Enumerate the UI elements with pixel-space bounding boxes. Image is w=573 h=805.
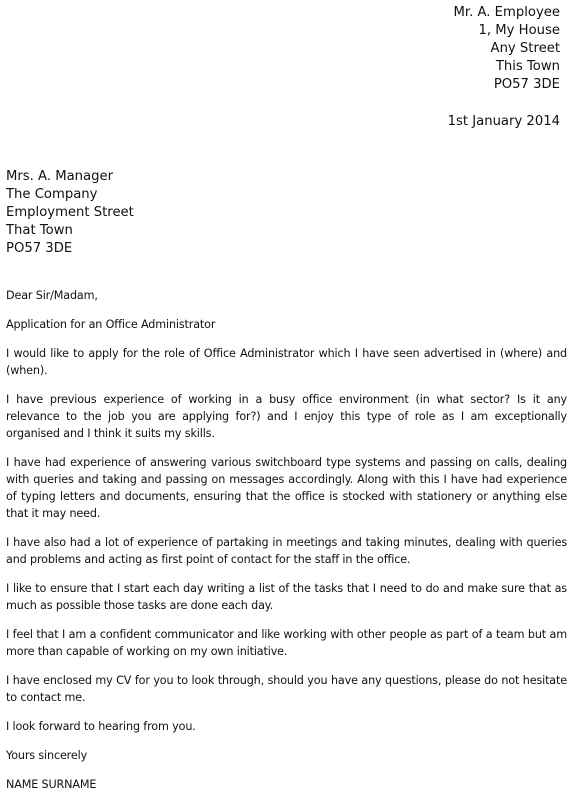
paragraph-organisation: I like to ensure that I start each day writing a list of the tasks that I need to do and make sure that as much as possible those tasks are done each day. [6, 582, 567, 612]
recipient-address-block [6, 168, 134, 258]
letter-date: 1st January 2014 [447, 114, 560, 129]
paragraph-closing-remark: I look forward to hearing from you. [6, 720, 196, 733]
closing: Yours sincerely [6, 749, 88, 762]
sender-address-line2: Any Street [490, 41, 560, 56]
paragraph-meetings: I have also had a lot of experience of partaking in meetings and taking minutes, dealing with queries and problems and acting as first point of contact for the staff in the office. [6, 536, 567, 566]
recipient-town: That Town [6, 223, 73, 238]
paragraph-communication: I feel that I am a confident communicator and like working with other people as part of a team but am more than capable of working on my own initiative. [6, 628, 567, 658]
paragraph-switchboard: I have had experience of answering various switchboard type systems and passing on calls, dealing with queries and taking and passing on messages accordingly. Along with this I have had experience of typing letters and documents, ensuring that the office is stocked with stationery or anything else that it may need. [6, 456, 567, 520]
sender-town: This Town [495, 59, 560, 74]
salutation: Dear Sir/Madam, [6, 289, 98, 302]
sender-address-line1: 1, My House [478, 23, 560, 38]
paragraph-cv: I have enclosed my CV for you to look through, should you have any questions, please do not hesitate to contact me. [6, 674, 567, 704]
sender-postcode: PO57 3DE [493, 77, 560, 92]
sender-address-block [454, 4, 560, 94]
paragraph-experience: I have previous experience of working in a busy office environment (in what sector? Is it any relevance to the job you are applying for?) and I enjoy this type of role as I am exceptionally organised and I think it suits my skills. [6, 393, 567, 440]
recipient-company: The Company [6, 187, 98, 202]
subject-line: Application for an Office Administrator [6, 318, 216, 331]
recipient-name: Mrs. A. Manager [6, 169, 114, 184]
sender-name: Mr. A. Employee [453, 5, 560, 20]
paragraph-intro: I would like to apply for the role of Office Administrator which I have seen advertised in (where) and (when). [6, 347, 567, 377]
recipient-postcode: PO57 3DE [6, 241, 73, 256]
letter-body [6, 287, 567, 805]
signature: NAME SURNAME [6, 778, 97, 791]
recipient-street: Employment Street [6, 205, 134, 220]
